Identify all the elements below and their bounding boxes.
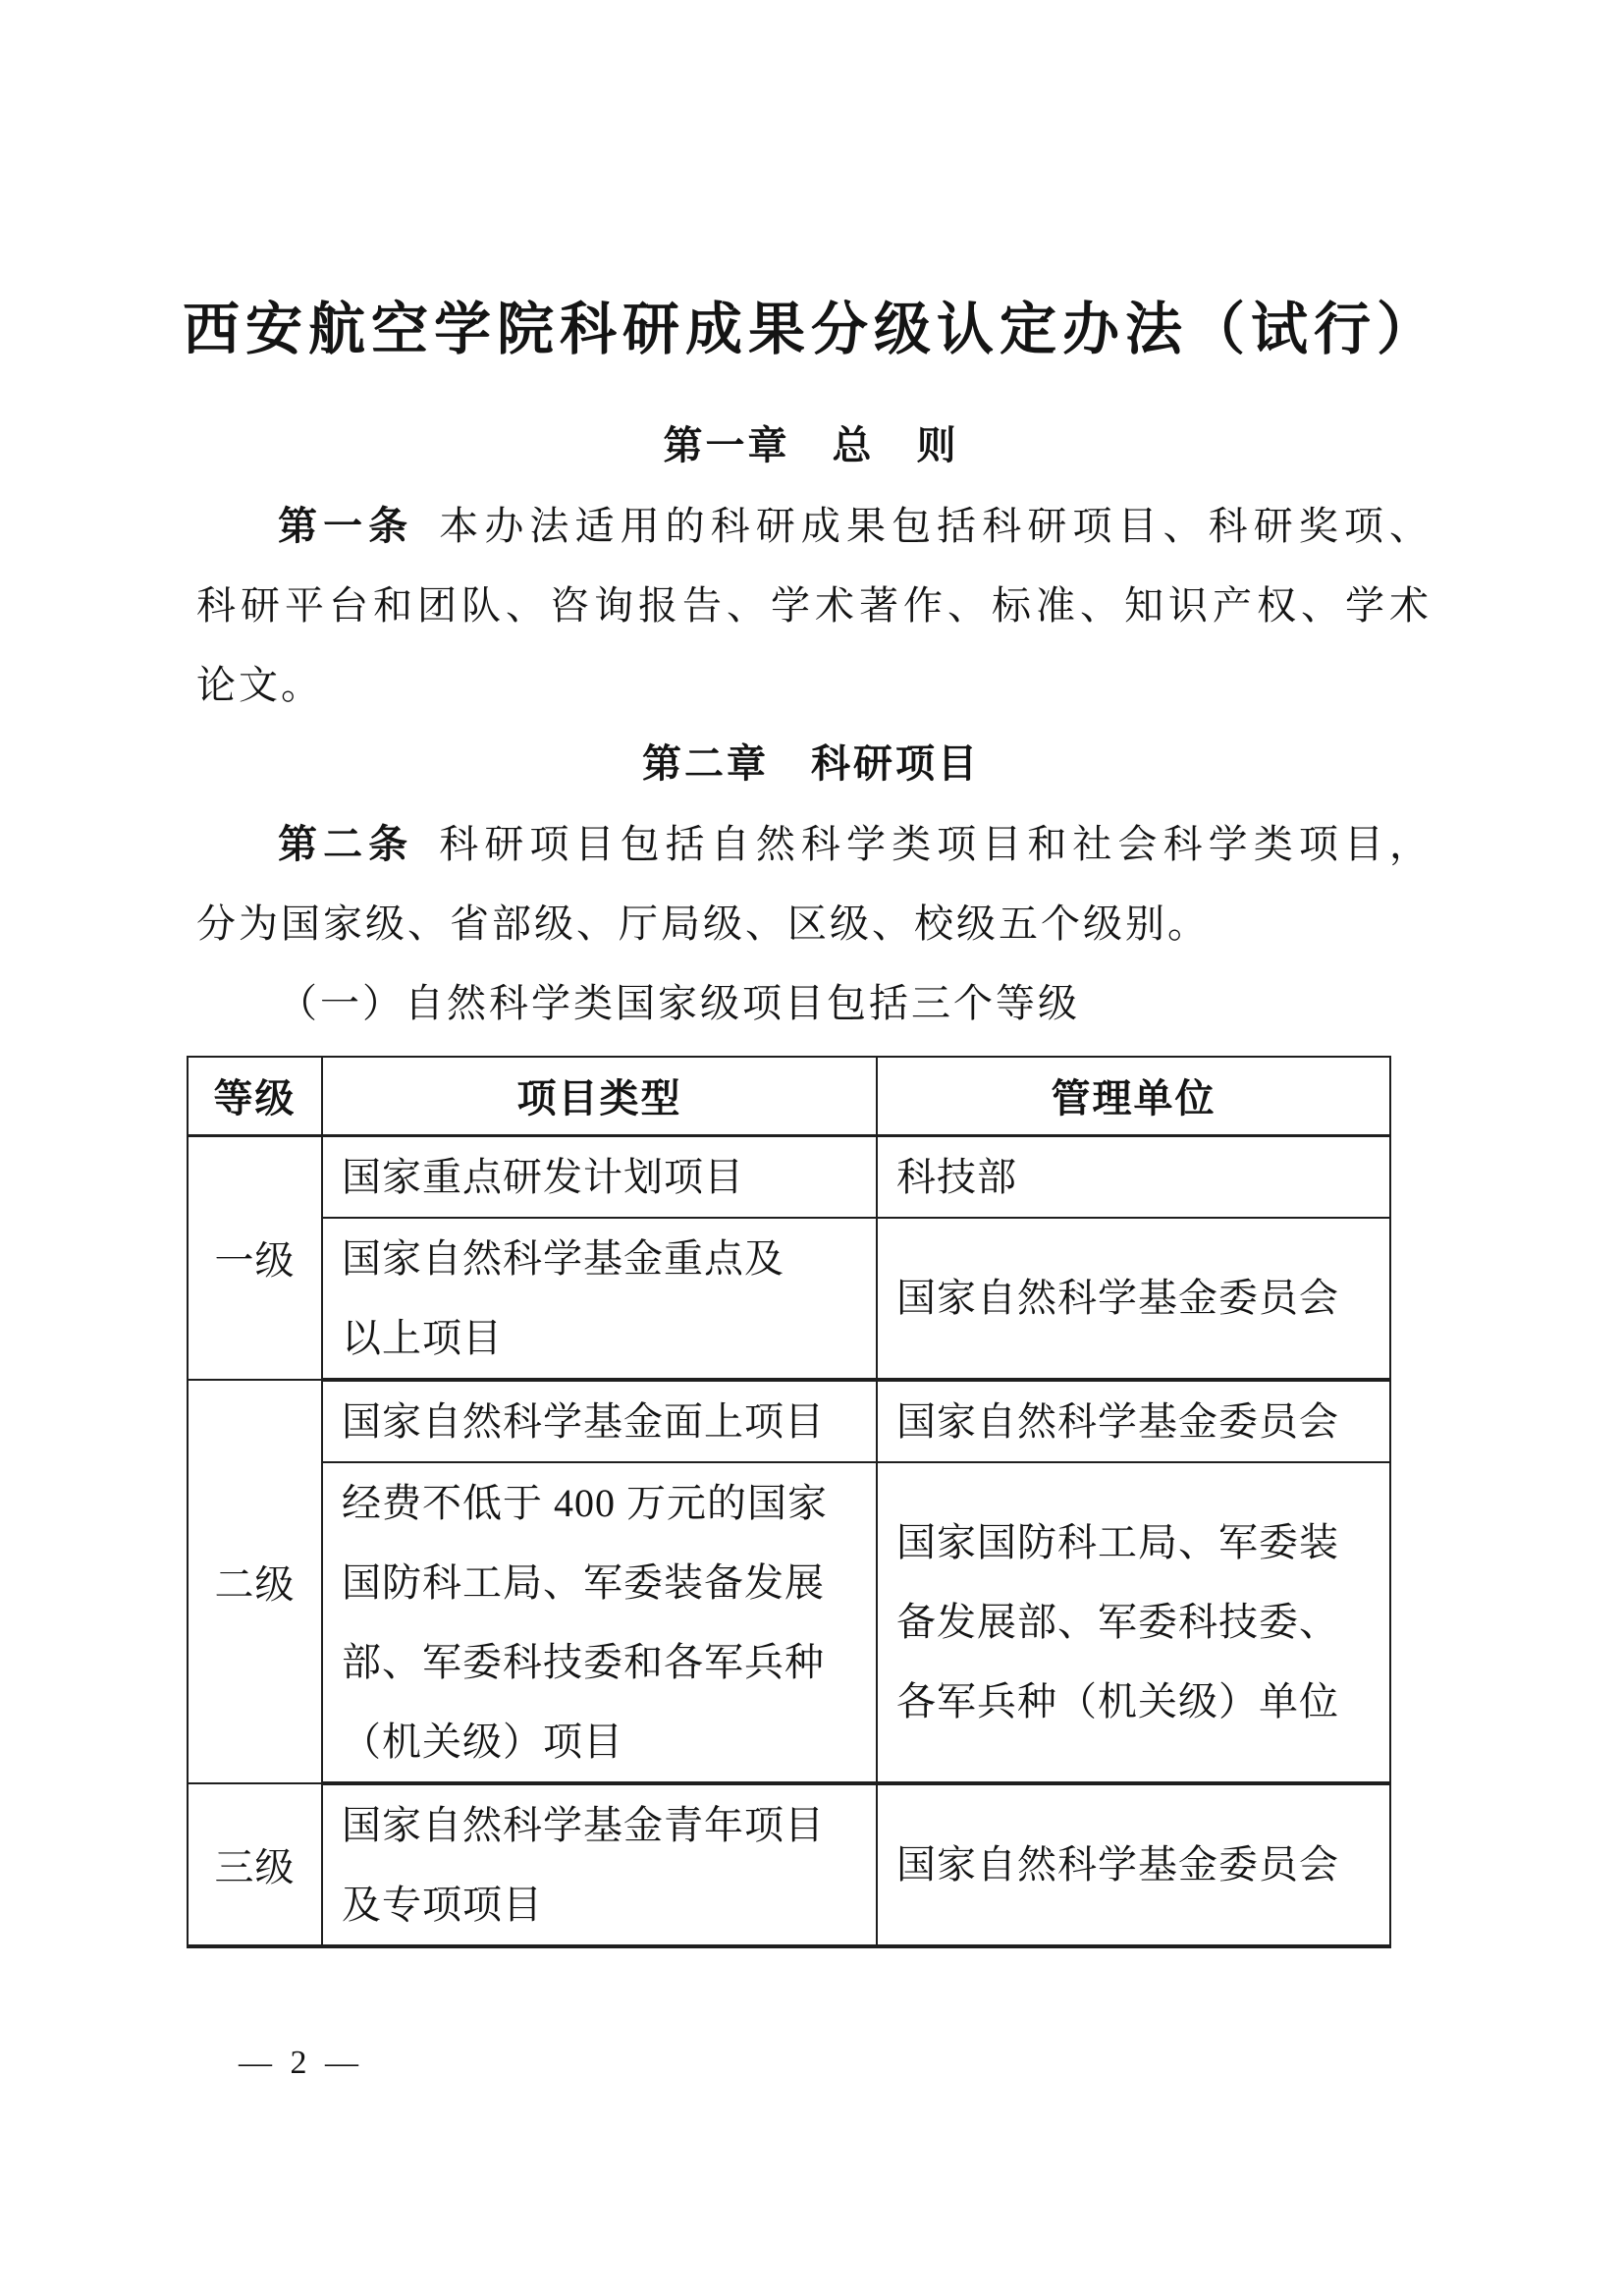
table-header-row (188, 1057, 1390, 1135)
chapter1-heading: 第一章 总 则 (663, 424, 959, 467)
level-cell-2: 二级 (188, 1380, 322, 1783)
article1-line-2: 科研平台和团队、咨询报告、学术著作、标准、知识产权、学术 (196, 583, 1429, 628)
type-text: 国家重点研发计划项目 (342, 1154, 744, 1199)
chapter2-heading: 第二章 科研项目 (642, 742, 980, 786)
type-text: 部、军委科技委和各军兵种 (342, 1639, 825, 1684)
article2-label: 第二条 (278, 823, 414, 866)
document-title: 西安航空学院科研成果分级认定办法（试行） (182, 298, 1439, 361)
article1-line-1: 本办法适用的科研成果包括科研项目、科研奖项、 (439, 504, 1429, 548)
type-text: 国家自然科学基金面上项目 (342, 1398, 825, 1444)
type-cell (322, 1380, 877, 1462)
type-cell (322, 1783, 877, 1946)
type-text: 以上项目 (342, 1315, 503, 1360)
article2-line-1: 科研项目包括自然科学类项目和社会科学类项目， (439, 822, 1429, 866)
unit-cell (877, 1462, 1390, 1783)
page-number: — 2 — (239, 2045, 363, 2081)
header-cell-type: 项目类型 (322, 1057, 877, 1135)
unit-text: 国家自然科学基金委员会 (896, 1276, 1339, 1320)
list-item-1-text: （一）自然科学类国家级项目包括三个等级 (278, 981, 1080, 1025)
table-row (188, 1135, 1390, 1218)
type-text: 国家自然科学基金青年项目 (342, 1802, 825, 1847)
type-text: 国防科工局、军委装备发展 (342, 1559, 825, 1605)
table-row (188, 1783, 1390, 1946)
type-text: 国家自然科学基金重点及 (342, 1235, 784, 1281)
table-row (188, 1380, 1390, 1462)
list-item-1 (196, 963, 1429, 1043)
level-cell-3: 三级 (188, 1783, 322, 1946)
type-text: 及专项项目 (342, 1882, 543, 1927)
table-row (188, 1462, 1390, 1783)
article1-label: 第一条 (278, 505, 414, 548)
national-projects-table (187, 1056, 1391, 1948)
type-cell (322, 1218, 877, 1380)
unit-text: 备发展部、军委科技委、 (896, 1600, 1339, 1644)
header-cell-unit: 管理单位 (877, 1057, 1390, 1135)
level-cell-1: 一级 (188, 1135, 322, 1380)
header-cell-level: 等级 (188, 1057, 322, 1135)
article2-line-2: 分为国家级、省部级、厅局级、区级、校级五个级别。 (196, 902, 1210, 946)
unit-cell (877, 1783, 1390, 1946)
article1-paragraph (196, 486, 1429, 725)
table-row (188, 1218, 1390, 1380)
unit-text: 科技部 (896, 1154, 1017, 1199)
article2-paragraph (196, 804, 1429, 963)
type-cell (322, 1135, 877, 1218)
unit-cell (877, 1135, 1390, 1218)
unit-cell (877, 1218, 1390, 1380)
unit-text: 国家自然科学基金委员会 (896, 1842, 1339, 1886)
body-line (196, 486, 1429, 566)
unit-text: 各军兵种（机关级）单位 (896, 1679, 1339, 1723)
article1-line-3: 论文。 (196, 663, 323, 707)
type-text: （机关级）项目 (342, 1719, 623, 1764)
type-cell (322, 1462, 877, 1783)
unit-text: 国家自然科学基金委员会 (896, 1398, 1339, 1444)
type-text: 经费不低于 400 万元的国家 (342, 1480, 828, 1525)
unit-text: 国家国防科工局、军委装 (896, 1520, 1339, 1564)
body-line (196, 804, 1429, 884)
unit-cell (877, 1380, 1390, 1462)
